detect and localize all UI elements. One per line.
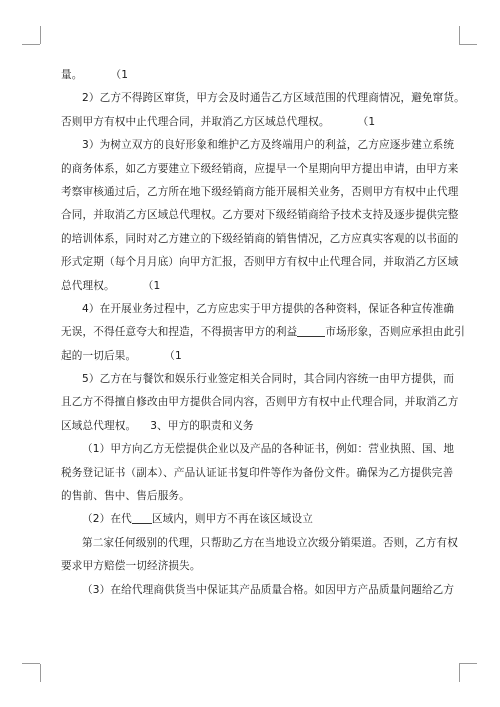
line-text-after-blank: 区域内，则甲方不再在该区域设立 [151, 513, 314, 526]
text-line [61, 134, 455, 157]
line-text: 区域总代理权。 [61, 419, 137, 432]
line-text: 税务登记证书（副本）、产品认证证书复印件等作为备份文件。确保为乙方提供完善 [61, 466, 454, 479]
document-body [61, 64, 466, 602]
text-line [61, 111, 439, 134]
text-line [61, 391, 459, 414]
line-text: （1）甲方向乙方无偿提供企业以及产品的各种证书，例如：营业执照、国、地 [82, 443, 455, 456]
text-line [61, 298, 455, 321]
line-text: 的商务体系，如乙方要建立下级经销商，应提早一个星期向甲方提出申请，由甲方来 [61, 162, 459, 175]
text-line [61, 87, 465, 110]
crop-mark-top-left [40, 26, 41, 44]
text-line [61, 368, 455, 391]
crop-mark-bottom-left [40, 664, 41, 682]
text-line [61, 321, 466, 344]
crop-mark-bottom-right [459, 663, 477, 664]
line-tail: （1 [110, 69, 129, 81]
text-line [61, 579, 455, 602]
text-line [61, 275, 439, 298]
text-line [61, 251, 459, 274]
line-text: 否则甲方有权中止代理合同，并取消乙方区域总代理权。 [61, 115, 330, 128]
line-text: 第二家任何级别的代理，只帮助乙方在当地设立次级分销渠道。否则，乙方有权 [82, 536, 459, 549]
text-line [61, 415, 439, 438]
line-tail: （1 [142, 279, 161, 292]
text-line [61, 508, 439, 531]
text-line [61, 438, 455, 461]
fill-in-blank [132, 512, 152, 524]
line-text: （3）在给代理商供货当中保证其产品质量合格。如因甲方产品质量问题给乙方 [82, 583, 455, 596]
line-text: 5）乙方在与餐饮和娱乐行业签定相关合同时，其合同内容统一由甲方提供，而 [82, 373, 455, 386]
line-text: 合同，并取消乙方区域总代理权。乙方要对下级经销商给予技术支持及逐步提供完整 [61, 209, 459, 222]
line-text: 总代理权。 [61, 279, 115, 292]
line-text: 考察审核通过后，乙方所在地下级经销商方能开展相关业务，否则甲方有权中止代理 [61, 185, 459, 198]
crop-mark-top-right [459, 44, 477, 45]
crop-mark-top-right [459, 26, 460, 44]
line-text: 且乙方不得擅自修改由甲方提供合同内容，否则甲方有权中止代理合同，并取消乙方 [61, 396, 459, 409]
text-line [61, 345, 439, 368]
text-line [61, 181, 459, 204]
crop-mark-top-left [22, 44, 40, 45]
line-tail: （1 [357, 115, 376, 128]
line-text: 形式定期（每个月月底）向甲方汇报，否则甲方有权中止代理合同，并取消乙方区域 [61, 256, 459, 269]
line-text: 要求甲方赔偿一切经济损失。 [61, 560, 201, 573]
section-heading: 3、甲方的职责和义务 [150, 419, 254, 432]
text-line [61, 228, 459, 251]
line-text: 起的一切后果。 [61, 349, 137, 362]
text-line [61, 64, 439, 87]
fill-in-blank [297, 325, 325, 337]
crop-mark-bottom-left [22, 663, 40, 664]
crop-mark-bottom-right [459, 664, 460, 682]
text-line [61, 485, 439, 508]
line-text: 无误，不得任意夸大和捏造，不得损害甲方的利益 [61, 326, 298, 339]
line-text-after-blank: 市场形象，否则应承担由此引 [325, 326, 466, 339]
text-line [61, 158, 459, 181]
text-line [61, 532, 459, 555]
line-text: 的售前、售中、售后服务。 [61, 490, 190, 503]
line-text: 2）乙方不得跨区窜货，甲方会及时通告乙方区域范围的代理商情况，避免窜货。 [82, 92, 465, 105]
text-line [61, 555, 439, 578]
line-text: 4）在开展业务过程中，乙方应忠实于甲方提供的各种资料，保证各种宣传准确 [82, 302, 455, 315]
text-line [61, 204, 459, 227]
text-line [61, 462, 454, 485]
line-text: （2）在代 [82, 513, 132, 526]
line-text: 的培训体系，同时对乙方建立的下级经销商的销售情况，乙方应真实客观的以书面的 [61, 232, 459, 245]
line-text: 3）为树立双方的良好形象和维护乙方及终端用户的利益，乙方应逐步建立系统 [82, 139, 455, 152]
line-text: 量。 [61, 69, 83, 81]
line-tail: （1 [164, 349, 182, 362]
